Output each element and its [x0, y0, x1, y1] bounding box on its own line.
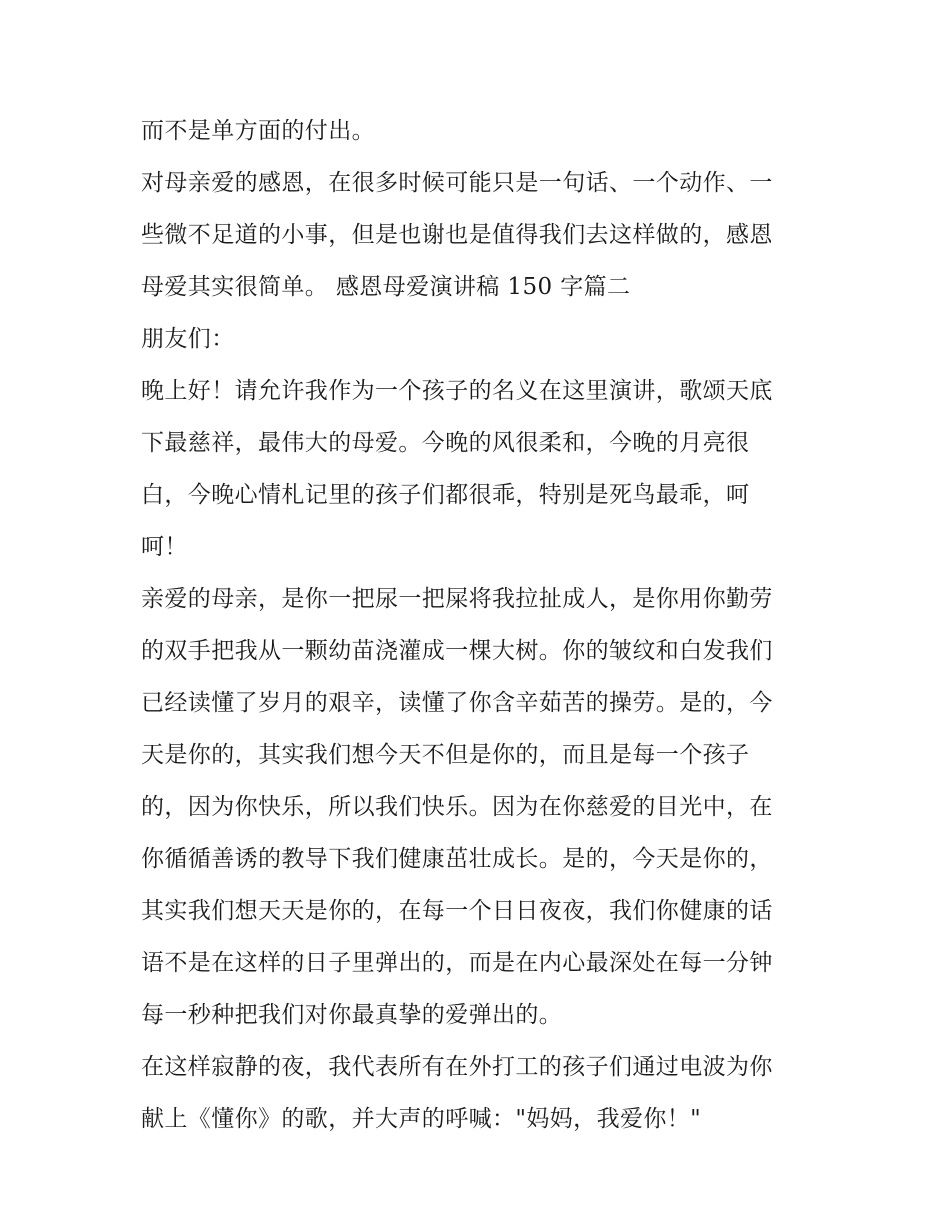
- text-line: 下最慈祥，最伟大的母爱。今晚的风很柔和，今晚的月亮很: [141, 430, 750, 456]
- text-line: 的，因为你快乐，所以我们快乐。因为在你慈爱的目光中，在: [141, 794, 773, 820]
- text-line: 朋友们：: [141, 326, 235, 352]
- document-body: [141, 105, 813, 1145]
- text-line: 呵！: [141, 534, 188, 560]
- text-line: 对母亲爱的感恩，在很多时候可能只是一句话、一个动作、一: [141, 170, 773, 196]
- text-line: 母爱其实很简单。 感恩母爱演讲稿 150 字篇二: [141, 274, 631, 300]
- text-line: 些微不足道的小事，但是也谢也是值得我们去这样做的，感恩: [141, 222, 773, 248]
- text-line: 语不是在这样的日子里弹出的，而是在内心最深处在每一分钟: [141, 950, 773, 976]
- text-line: 在这样寂静的夜，我代表所有在外打工的孩子们通过电波为你: [141, 1054, 773, 1080]
- text-line: 亲爱的母亲，是你一把尿一把屎将我拉扯成人，是你用你勤劳: [141, 586, 773, 612]
- text-line: 其实我们想天天是你的，在每一个日日夜夜，我们你健康的话: [141, 898, 773, 924]
- text-line: 已经读懂了岁月的艰辛，读懂了你含辛茹苦的操劳。是的，今: [141, 690, 773, 716]
- text-line: 献上《懂你》的歌，并大声的呼喊："妈妈，我爱你！": [141, 1106, 702, 1132]
- text-line: 白，今晚心情札记里的孩子们都很乖，特别是死鸟最乖，呵: [141, 482, 750, 508]
- text-line: 晚上好！请允许我作为一个孩子的名义在这里演讲，歌颂天底: [141, 378, 773, 404]
- text-line: 你循循善诱的教导下我们健康茁壮成长。是的，今天是你的，: [141, 846, 773, 872]
- text-line: 而不是单方面的付出。: [141, 118, 375, 144]
- text-line: 的双手把我从一颗幼苗浇灌成一棵大树。你的皱纹和白发我们: [141, 638, 773, 664]
- text-line: 每一秒种把我们对你最真挚的爱弹出的。: [141, 1002, 563, 1028]
- text-line: 天是你的，其实我们想今天不但是你的，而且是每一个孩子: [141, 742, 750, 768]
